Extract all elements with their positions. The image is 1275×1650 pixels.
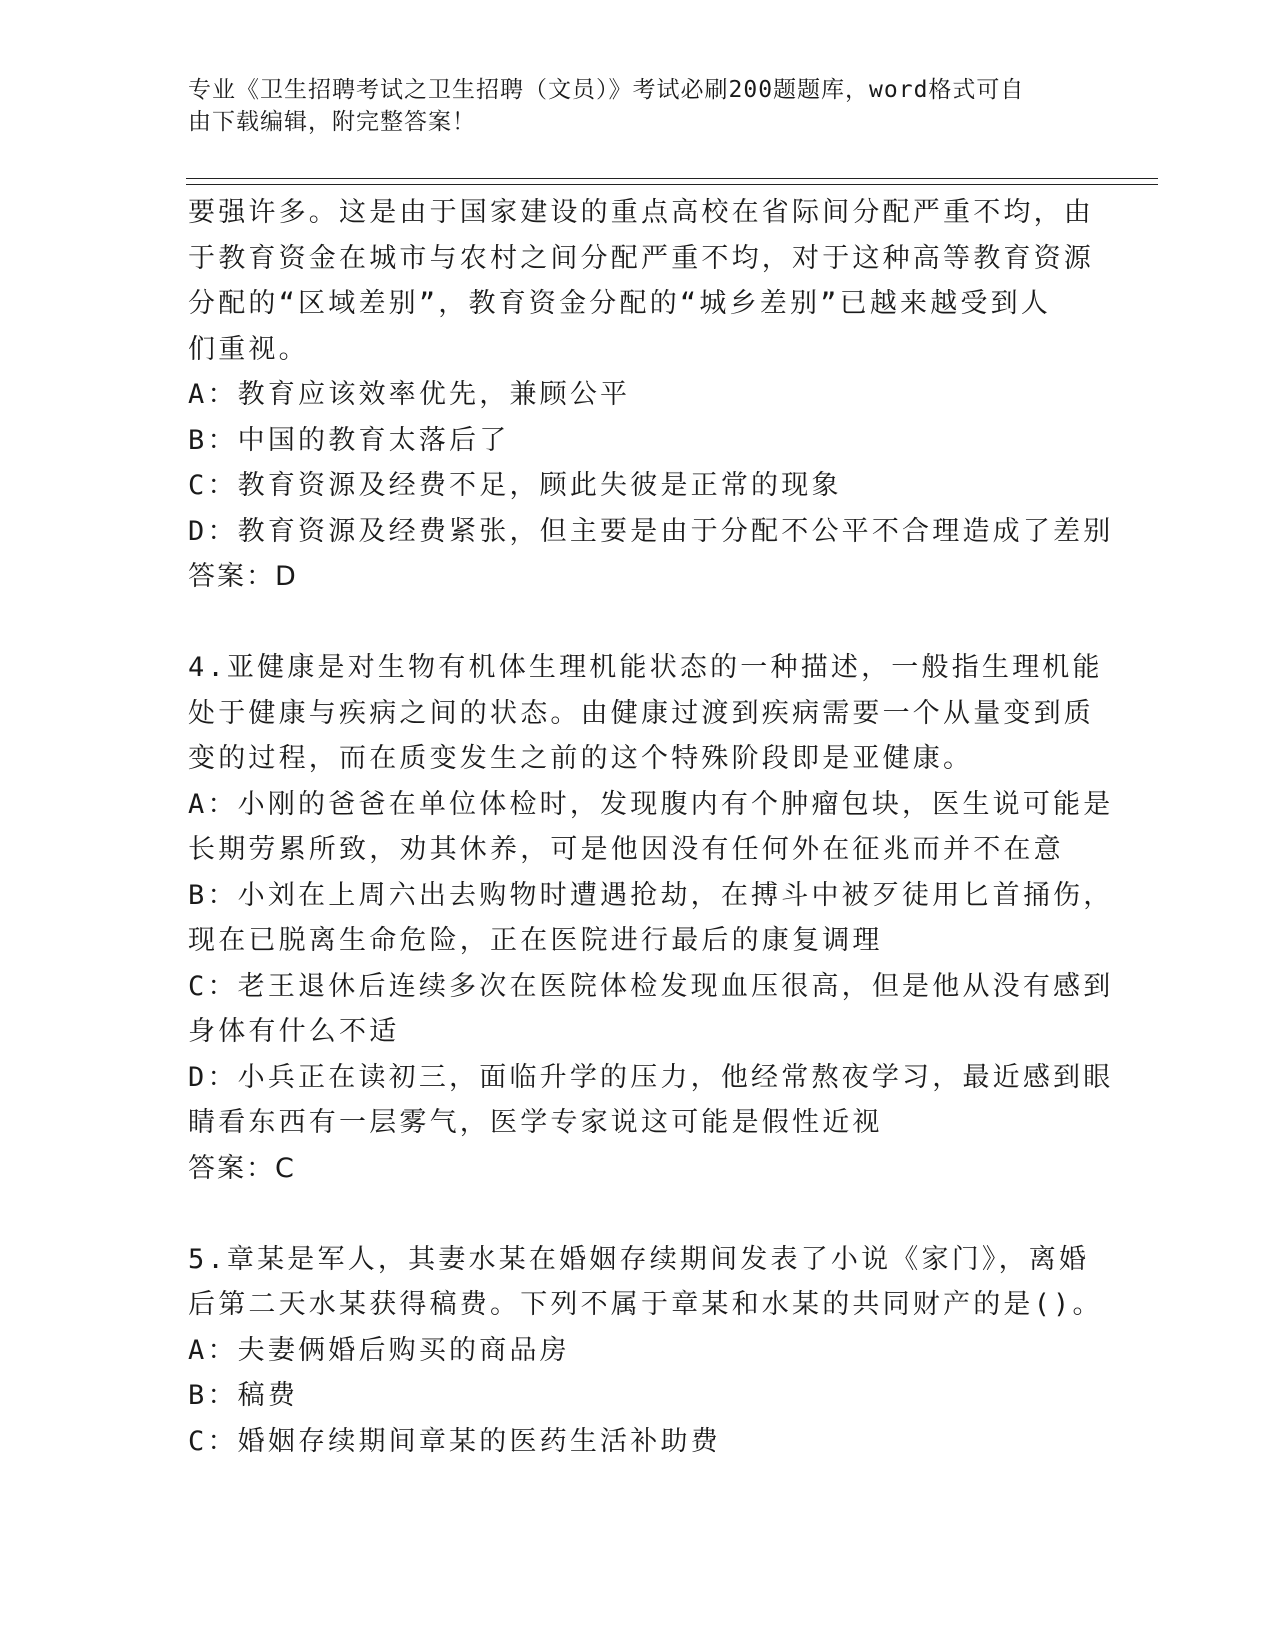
option-c: C：老王退休后连续多次在医院体检发现血压很高，但是他从没有感到: [188, 970, 1114, 1002]
question-text-line: 分配的“区域差别”，教育资金分配的“城乡差别”已越来越受到人: [188, 288, 1052, 319]
spacer: [188, 1191, 1088, 1237]
option-b: B：小刘在上周六出去购物时遭遇抢劫，在搏斗中被歹徒用匕首捅伤，: [188, 879, 1114, 911]
answer-label: 答案：D: [188, 561, 298, 592]
option-b: B：稿费: [188, 1380, 299, 1411]
header-title-line-1: 专业《卫生招聘考试之卫生招聘（文员）》考试必刷200题题库，word格式可自: [188, 77, 1025, 103]
question-text-line: 于教育资金在城市与农村之间分配严重不均，对于这种高等教育资源: [188, 242, 1094, 274]
option-d: D：小兵正在读初三，面临升学的压力，他经常熬夜学习，最近感到眼: [188, 1061, 1114, 1093]
option-a: A：小刚的爸爸在单位体检时，发现腹内有个肿瘤包块，医生说可能是: [188, 788, 1114, 820]
option-a-continued: 长期劳累所致，劝其休养，可是他因没有任何外在征兆而并不在意: [188, 834, 1064, 865]
option-c: C：教育资源及经费不足，顾此失彼是正常的现象: [188, 470, 842, 501]
question-text-line: 4.亚健康是对生物有机体生理机能状态的一种描述，一般指生理机能: [188, 652, 1103, 683]
question-3: [188, 190, 1114, 600]
question-text-line: 处于健康与疾病之间的状态。由健康过渡到疾病需要一个从量变到质: [188, 697, 1094, 729]
answer-label: 答案：C: [188, 1152, 296, 1184]
header-divider: [186, 178, 1158, 185]
question-text-line: 后第二天水某获得稿费。下列不属于章某和水某的共同财产的是()。: [188, 1289, 1103, 1320]
option-a: A：夫妻俩婚后购买的商品房: [188, 1334, 570, 1366]
question-5: [188, 1237, 1103, 1465]
spacer: [188, 600, 1088, 646]
page-header: [188, 74, 1088, 138]
question-text-line: 变的过程，而在质变发生之前的这个特殊阶段即是亚健康。: [188, 743, 974, 774]
document-body: [188, 190, 1114, 1464]
option-b: B：中国的教育太落后了: [188, 424, 510, 456]
option-b-continued: 现在已脱离生命危险，正在医院进行最后的康复调理: [188, 925, 883, 956]
option-c-continued: 身体有什么不适: [188, 1016, 400, 1047]
option-d: D：教育资源及经费紧张，但主要是由于分配不公平不合理造成了差别: [188, 515, 1114, 547]
option-a: A：教育应该效率优先，兼顾公平: [188, 379, 631, 410]
option-c: C：婚姻存续期间章某的医药生活补助费: [188, 1425, 721, 1457]
question-text-line: 们重视。: [188, 333, 309, 365]
option-d-continued: 睛看东西有一层雾气，医学专家说这可能是假性近视: [188, 1107, 883, 1138]
header-title-line-2: 由下载编辑，附完整答案！: [188, 109, 476, 135]
question-text-line: 要强许多。这是由于国家建设的重点高校在省际间分配严重不均，由: [188, 197, 1094, 228]
question-4: [188, 645, 1114, 1191]
question-text-line: 5.章某是军人，其妻水某在婚姻存续期间发表了小说《家门》，离婚: [188, 1243, 1090, 1275]
